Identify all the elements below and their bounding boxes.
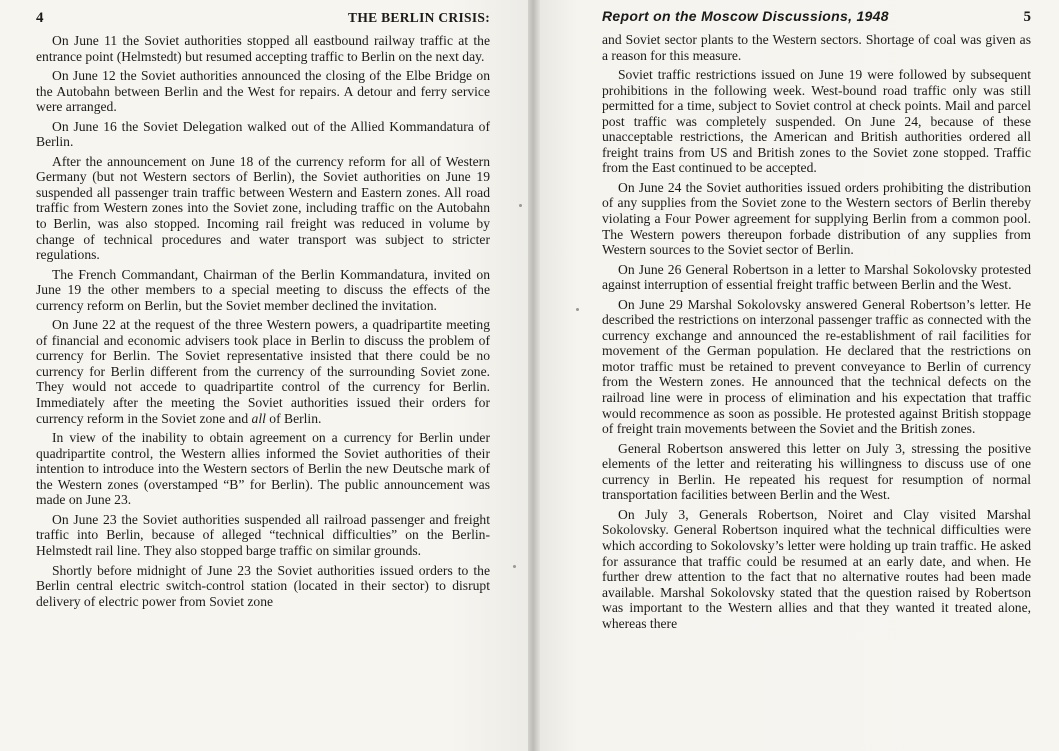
emphasized-word: all [251, 410, 266, 426]
paragraph: The French Commandant, Chairman of the Berlin Kommandatura, invited on June 19 the other members to a special meeting to discuss the effects of the currency reform on Berlin, but the Soviet member declined the invitation. [36, 266, 490, 313]
running-head: Report on the Moscow Discussions, 1948 [602, 8, 889, 24]
paragraph: On June 23 the Soviet authorities suspended all railroad passenger and freight traffic into Berlin, because of alleged “technical difficulties” on the Berlin-Helmstedt rail line. They also stopped barge traffic on similar grounds. [36, 511, 490, 558]
paragraph: On June 24 the Soviet authorities issued orders prohibiting the distribution of any supplies from the Soviet zone to the Western sectors of Berlin thereby violating a Four Power agreement for supplying Berlin from a common pool. The Western powers thereupon forbade distribution of any supplies from Western sources to the Soviet sector of Berlin. [602, 179, 1031, 258]
right-page-body [602, 32, 1031, 631]
right-page [530, 0, 1059, 751]
left-page-body [36, 33, 490, 609]
paragraph: Shortly before midnight of June 23 the Soviet authorities issued orders to the Berlin central electric switch-control station (located in their sector) to disrupt delivery of electric power from Soviet zone [36, 562, 490, 609]
left-page-header [36, 10, 490, 27]
paragraph-text: On June 22 at the request of the three Western powers, a quadripartite meeting of financial and economic advisers took place in Berlin to discuss the problem of currency for Berlin. The Soviet representative insisted that there could be no currency for Berlin different from the currency of the surrounding Soviet zone. They would not accede to quadripartite control of the currency for Berlin. Immediately after the meeting the Soviet authorities issued their orders for currency reform in the Soviet zone and [36, 317, 490, 426]
paper-speck [519, 204, 522, 207]
paragraph-tail: of Berlin. [265, 410, 322, 426]
paragraph: After the announcement on June 18 of the currency reform for all of Western Germany (but not Western sectors of Berlin), the Soviet authorities on June 19 suspended all passenger train traffic between Western and Eastern zones. All road traffic from Western zones into the Soviet zone, including traffic on the Autobahn to Berlin, was also stopped. Incoming rail freight was reduced in volume by change of technical procedures and water transport was subject to stricter regulations. [36, 153, 490, 263]
paragraph: General Robertson answered this letter on July 3, stressing the positive elements of the letter and reiterating his willingness to discuss use of one currency in Berlin. He repeated his request for resumption of normal transportation facilities between Berlin and the West. [602, 440, 1031, 503]
page-number: 4 [36, 10, 44, 26]
paragraph: On June 16 the Soviet Delegation walked out of the Allied Kommandatura of Berlin. [36, 118, 490, 150]
right-page-header [602, 8, 1031, 26]
book-gutter [528, 0, 540, 751]
paragraph: On June 11 the Soviet authorities stopped all eastbound railway traffic at the entrance point (Helmstedt) but resumed accepting traffic to Berlin on the next day. [36, 33, 490, 64]
paragraph: On June 26 General Robertson in a letter to Marshal Sokolovsky protested against interruption of essential freight traffic between Berlin and the West. [602, 261, 1031, 293]
page-number: 5 [1023, 9, 1031, 25]
paragraph: In view of the inability to obtain agreement on a currency for Berlin under quadripartite control, the Western allies informed the Soviet authorities of their intention to introduce into the Western sectors of Berlin the new Deutsche mark of the Western zones (overstamped “B” for Berlin). The public announcement was made on June 23. [36, 430, 490, 508]
paper-speck [576, 308, 579, 311]
paragraph [36, 317, 490, 426]
paragraph: Soviet traffic restrictions issued on June 19 were followed by subsequent prohibitions in the following week. West-bound road traffic only was still permitted for a time, subject to Soviet control at check points. Mail and parcel post traffic was completely suspended. On June 24, because of these unacceptable restrictions, the American and British authorities ordered all freight trains from US and British zones to the Soviet zone stopped. Traffic from the East continued to be accepted. [602, 67, 1031, 176]
paragraph: On June 12 the Soviet authorities announced the closing of the Elbe Bridge on the Autobahn between Berlin and the West for repairs. A detour and ferry service were arranged. [36, 68, 490, 115]
paragraph-continuation: and Soviet sector plants to the Western sectors. Shortage of coal was given as a reason for this measure. [602, 32, 1031, 63]
paper-speck [513, 565, 516, 568]
paragraph: On June 29 Marshal Sokolovsky answered General Robertson’s letter. He described the restrictions on interzonal passenger traffic as connected with the currency exchange and announced the re-establishment of rail facilities for movement of the German population. He declared that the restrictions on motor traffic must be retained to prevent conveyance to Berlin of currency from the Western zones. He announced that the technical defects on the railroad line were in process of elimination and his expectation that traffic would recommence as soon as possible. He protested against British stoppage of freight train movements between the Soviet and the British zones. [602, 296, 1031, 437]
paragraph: On July 3, Generals Robertson, Noiret and Clay visited Marshal Sokolovsky. General Robertson inquired what the technical difficulties were which according to Sokolovsky’s letter were holding up train traffic. He asked for assurance that traffic could be resumed at an early date, and when. He further drew attention to the fact that no alternative routes had been made available. Marshal Sokolovsky stated that the question raised by Robertson was important to the Western allies and that they wanted it treated alone, whereas there [602, 506, 1031, 631]
running-head: THE BERLIN CRISIS: [348, 10, 490, 25]
